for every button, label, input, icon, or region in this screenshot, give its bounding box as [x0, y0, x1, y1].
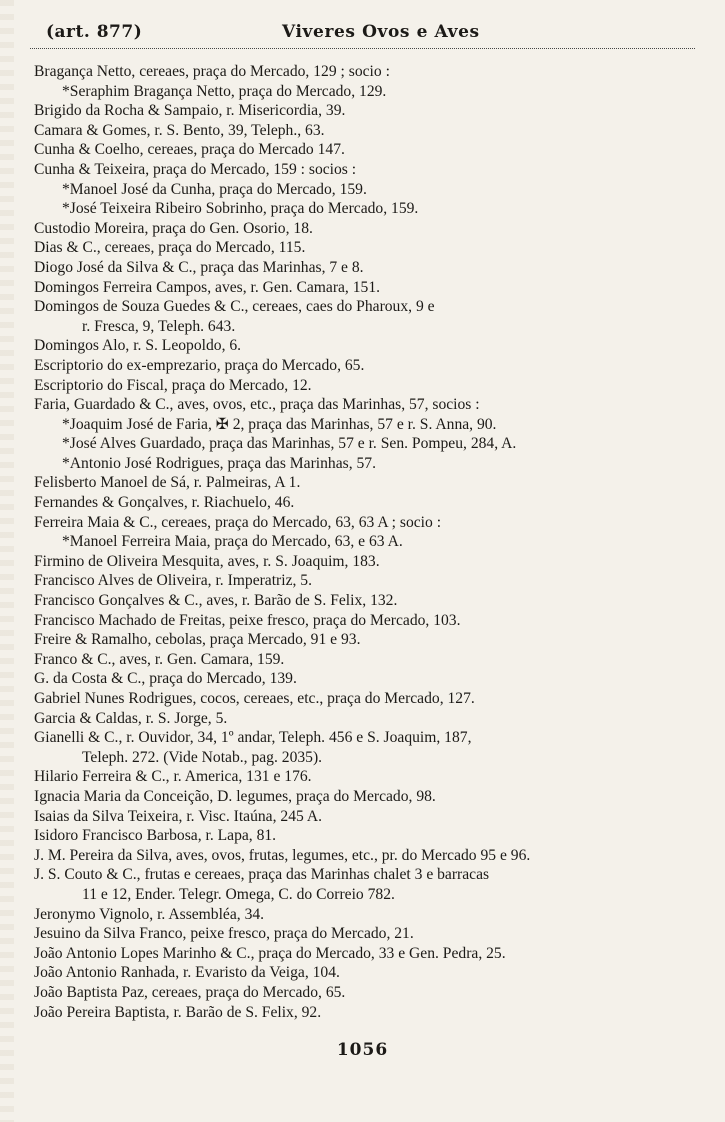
entry-text: *José Teixeira Ribeiro Sobrinho, praça do Mercado, 159.: [62, 200, 419, 218]
partner-entry: [0, 454, 725, 474]
entry-text: *Manoel José da Cunha, praça do Mercado, 159.: [62, 180, 367, 198]
entry-text: *Manoel Ferreira Maia, praça do Mercado, 63, e 63 A.: [62, 533, 403, 551]
business-entry: [0, 356, 725, 376]
entry-text: J. S. Couto & C., frutas e cereaes, praça das Marinhas chalet 3 e barracas: [34, 866, 490, 884]
business-entry: [0, 1003, 725, 1023]
entry-continuation: 11 e 12, Ender. Telegr. Omega, C. do Correio 782.: [82, 885, 395, 903]
partner-entry: [0, 532, 725, 552]
business-entry: [0, 278, 725, 298]
business-entry: [0, 591, 725, 611]
business-entry: [0, 728, 725, 767]
entry-text: Jesuino da Silva Franco, peixe fresco, praça do Mercado, 21.: [34, 925, 414, 943]
entry-text: Domingos Alo, r. S. Leopoldo, 6.: [34, 337, 242, 355]
business-entry: [0, 395, 725, 415]
business-entry: [0, 826, 725, 846]
entry-text: Jeronymo Vignolo, r. Assembléa, 34.: [34, 905, 265, 923]
partner-entry: [0, 415, 725, 435]
entry-text: Bragança Netto, cereaes, praça do Mercado, 129 ; socio :: [34, 63, 390, 80]
entry-text: Francisco Gonçalves & C., aves, r. Barão de S. Felix, 132.: [34, 592, 398, 610]
business-entry: [0, 336, 725, 356]
entry-text: G. da Costa & C., praça do Mercado, 139.: [34, 670, 297, 688]
entry-text: Escriptorio do Fiscal, praça do Mercado, 12.: [34, 376, 312, 394]
business-entry: [0, 140, 725, 160]
entry-text: *Antonio José Rodrigues, praça das Marinhas, 57.: [62, 454, 376, 472]
business-entry: [0, 258, 725, 278]
entry-text: Felisberto Manoel de Sá, r. Palmeiras, A 1.: [34, 474, 301, 492]
entry-text: Gianelli & C., r. Ouvidor, 34, 1º andar, Teleph. 456 e S. Joaquim, 187,: [34, 729, 472, 747]
business-entry: [0, 689, 725, 709]
entry-text: Francisco Alves de Oliveira, r. Imperatriz, 5.: [34, 572, 312, 590]
business-entry: [0, 219, 725, 239]
business-entry: [0, 963, 725, 983]
business-entry: [0, 944, 725, 964]
entry-text: Faria, Guardado & C., aves, ovos, etc., praça das Marinhas, 57, socios :: [34, 396, 480, 414]
business-entry: [0, 376, 725, 396]
page-header: [30, 20, 695, 46]
entry-text: Escriptorio do ex-emprezario, praça do Mercado, 65.: [34, 356, 365, 374]
business-entry: [0, 121, 725, 141]
business-entry: [0, 669, 725, 689]
business-entry: [0, 807, 725, 827]
entry-text: Gabriel Nunes Rodrigues, cocos, cereaes, etc., praça do Mercado, 127.: [34, 690, 475, 707]
entry-text: Francisco Machado de Freitas, peixe fresco, praça do Mercado, 103.: [34, 611, 461, 629]
business-entry: [0, 552, 725, 572]
entry-text: Domingos de Souza Guedes & C., cereaes, caes do Pharoux, 9 e: [34, 298, 435, 316]
entry-text: Domingos Ferreira Campos, aves, r. Gen. Camara, 151.: [34, 278, 381, 296]
entry-text: Dias & C., cereaes, praça do Mercado, 115.: [34, 239, 306, 257]
entry-continuation: r. Fresca, 9, Teleph. 643.: [82, 317, 236, 335]
business-entry: [0, 571, 725, 591]
business-entry: [0, 493, 725, 513]
entry-text: Cunha & Coelho, cereaes, praça do Mercado 147.: [34, 141, 345, 159]
entry-text: Garcia & Caldas, r. S. Jorge, 5.: [34, 709, 228, 727]
entry-continuation: Teleph. 272. (Vide Notab., pag. 2035).: [82, 748, 323, 766]
entry-text: Hilario Ferreira & C., r. America, 131 e 176.: [34, 768, 312, 786]
business-entry: [0, 513, 725, 533]
entry-text: Isidoro Francisco Barbosa, r. Lapa, 81.: [34, 827, 277, 845]
business-entry: [0, 101, 725, 121]
business-entry: [0, 611, 725, 631]
section-reference: (art. 877): [46, 22, 143, 42]
entry-text: Ferreira Maia & C., cereaes, praça do Mercado, 63, 63 A ; socio :: [34, 513, 442, 531]
business-entry: [0, 238, 725, 258]
entry-text: *Seraphim Bragança Netto, praça do Mercado, 129.: [62, 82, 387, 100]
page-number: 1056: [336, 1040, 389, 1060]
entry-text: Custodio Moreira, praça do Gen. Osorio, 18.: [34, 219, 313, 237]
header-divider: [30, 48, 695, 49]
entry-text: Fernandes & Gonçalves, r. Riachuelo, 46.: [34, 494, 295, 512]
business-entry: [0, 787, 725, 807]
entry-text: J. M. Pereira da Silva, aves, ovos, frutas, legumes, etc., pr. do Mercado 95 e 96.: [34, 846, 531, 864]
entry-text: Camara & Gomes, r. S. Bento, 39, Teleph., 63.: [34, 121, 325, 139]
entry-text: Firmino de Oliveira Mesquita, aves, r. S. Joaquim, 183.: [34, 552, 380, 570]
business-entry: [0, 924, 725, 944]
business-entry: [0, 767, 725, 787]
partner-entry: [0, 434, 725, 454]
entry-text: João Antonio Lopes Marinho & C., praça do Mercado, 33 e Gen. Pedra, 25.: [34, 944, 506, 962]
entry-text: Diogo José da Silva & C., praça das Marinhas, 7 e 8.: [34, 258, 364, 276]
entry-text: *Joaquim José de Faria, ✠ 2, praça das Marinhas, 57 e r. S. Anna, 90.: [62, 415, 497, 433]
entry-text: Cunha & Teixeira, praça do Mercado, 159 : socios :: [34, 160, 357, 178]
entry-text: Ignacia Maria da Conceição, D. legumes, praça do Mercado, 98.: [34, 787, 436, 805]
business-entry: [0, 630, 725, 650]
business-entry: [0, 905, 725, 925]
partner-entry: [0, 199, 725, 219]
business-entry: [0, 62, 725, 82]
entry-text: João Pereira Baptista, r. Barão de S. Felix, 92.: [34, 1003, 322, 1021]
entry-text: Brigido da Rocha & Sampaio, r. Misericordia, 39.: [34, 102, 346, 120]
business-entry: [0, 650, 725, 670]
business-entry: [0, 709, 725, 729]
directory-entries: [0, 62, 725, 1022]
entry-text: *José Alves Guardado, praça das Marinhas, 57 e r. Sen. Pompeu, 284, A.: [62, 435, 517, 453]
business-entry: [0, 865, 725, 904]
entry-text: Isaias da Silva Teixeira, r. Visc. Itaúna, 245 A.: [34, 807, 322, 825]
entry-text: Franco & C., aves, r. Gen. Camara, 159.: [34, 650, 285, 668]
business-entry: [0, 160, 725, 180]
entry-text: João Baptista Paz, cereaes, praça do Mercado, 65.: [34, 983, 346, 1001]
business-entry: [0, 846, 725, 866]
business-entry: [0, 297, 725, 336]
page-title: Viveres Ovos e Aves: [282, 22, 480, 42]
partner-entry: [0, 82, 725, 102]
business-entry: [0, 983, 725, 1003]
business-entry: [0, 473, 725, 493]
partner-entry: [0, 180, 725, 200]
entry-text: João Antonio Ranhada, r. Evaristo da Veiga, 104.: [34, 964, 340, 982]
entry-text: Freire & Ramalho, cebolas, praça Mercado, 91 e 93.: [34, 631, 361, 649]
